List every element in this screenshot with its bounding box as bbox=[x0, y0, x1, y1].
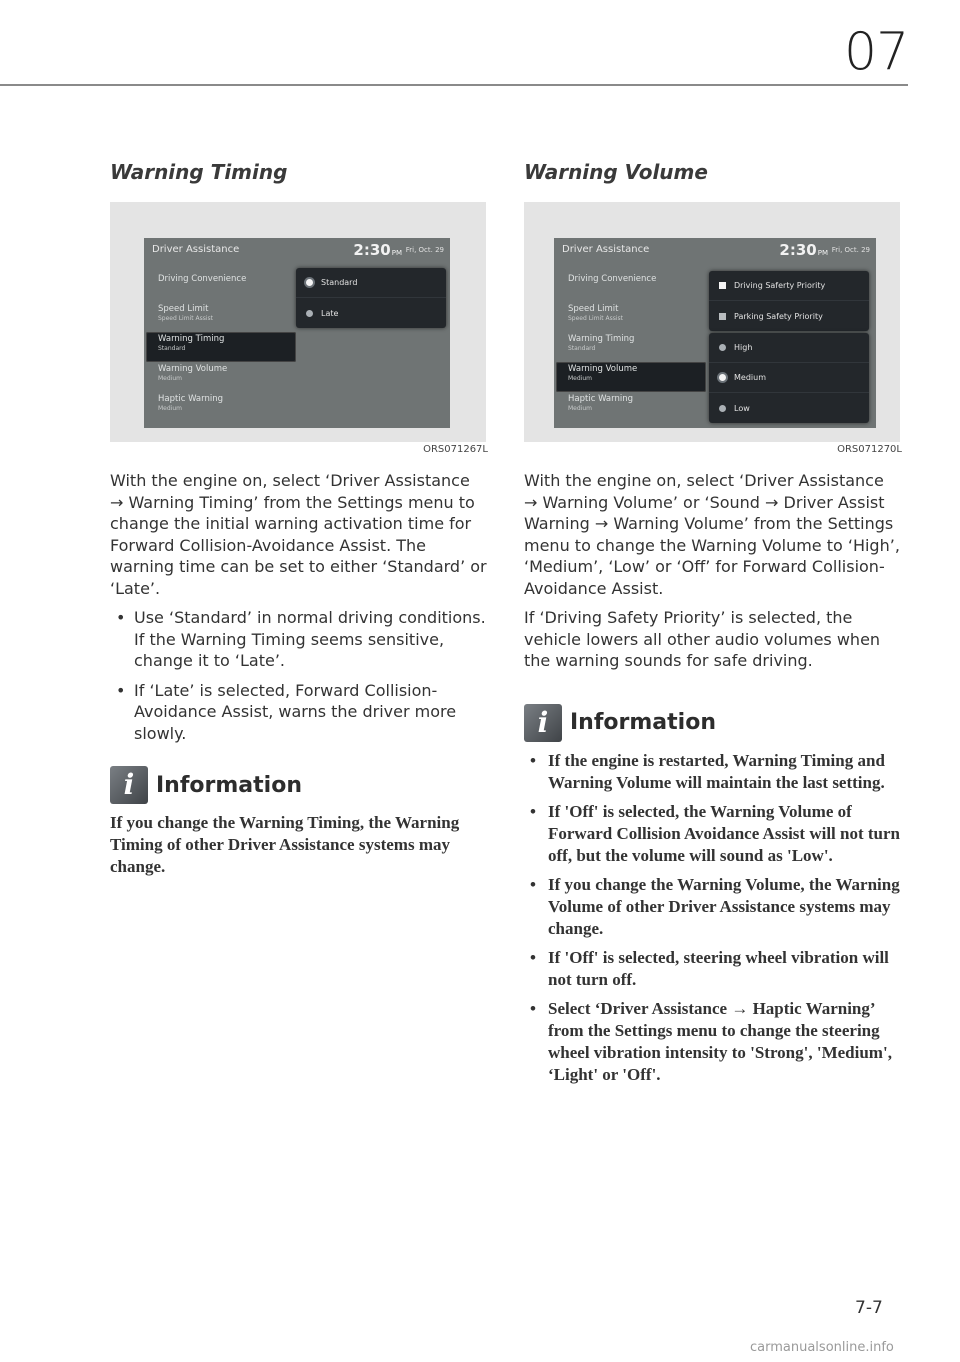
information-text bbox=[524, 750, 902, 1086]
menu-item-driving-convenience[interactable]: Driving Convenience bbox=[568, 274, 657, 284]
check-driving-safety-priority[interactable]: Driving Saferty Priority bbox=[709, 271, 869, 301]
information-header bbox=[110, 766, 488, 804]
paragraph: If ‘Driving Safety Priority’ is selected, the vehicle lowers all other audio volumes when the warning sounds for safe driving. bbox=[524, 608, 881, 670]
screenshot-warning-timing bbox=[110, 202, 486, 442]
menu-item-warning-timing[interactable]: Warning Timing Standard bbox=[568, 334, 635, 352]
checkbox-icon bbox=[719, 313, 726, 320]
screenshot-warning-volume bbox=[524, 202, 900, 442]
screen-menu bbox=[556, 272, 706, 422]
bullet-list bbox=[110, 607, 488, 744]
paragraph: With the engine on, select ‘Driver Assistance → Warning Timing’ from the Settings menu to change the initial warning activation time for Forward Collision-Avoidance Assist. The warning time can be set to either ‘Standard’ or ‘Late’. bbox=[110, 471, 487, 598]
menu-item-warning-volume[interactable]: Warning Volume Medium bbox=[158, 364, 228, 382]
information-title: Information bbox=[156, 772, 302, 798]
information-title: Information bbox=[570, 710, 716, 735]
header-rule bbox=[0, 84, 908, 86]
option-late[interactable]: Late bbox=[296, 298, 446, 328]
timing-options-popup bbox=[296, 268, 446, 328]
menu-item-warning-volume[interactable]: Warning Volume Medium bbox=[556, 362, 706, 392]
list-item: • Select ‘Driver Assistance → Haptic Warning’ from the Settings menu to change the steering wheel vibration intensity to 'Strong', 'Medium', ‘Light' or 'Off'. bbox=[524, 998, 902, 1086]
screen-clock: 2:30PM bbox=[353, 241, 402, 259]
page-number: 7-7 bbox=[855, 1298, 883, 1318]
radio-icon bbox=[306, 310, 313, 317]
information-bullet-list bbox=[524, 750, 902, 1086]
option-high[interactable]: High bbox=[709, 333, 869, 363]
menu-item-driving-convenience[interactable]: Driving Convenience bbox=[158, 274, 247, 284]
list-item: • If the engine is restarted, Warning Timing and Warning Volume will maintain the last setting. bbox=[524, 750, 902, 794]
screen-menu bbox=[146, 272, 296, 422]
list-item: • If you change the Warning Volume, the Warning Volume of other Driver Assistance systems may change. bbox=[524, 874, 902, 940]
priority-options-popup bbox=[709, 271, 869, 331]
info-icon: i bbox=[524, 704, 562, 742]
image-code: ORS071267L bbox=[423, 444, 488, 455]
information-text: If you change the Warning Timing, the Warning Timing of other Driver Assistance systems may change. bbox=[110, 813, 460, 876]
screen-header: Driver Assistance bbox=[152, 244, 240, 255]
information-box bbox=[110, 766, 488, 878]
body-text bbox=[524, 470, 902, 672]
information-box bbox=[524, 704, 902, 1086]
section-warning-timing bbox=[110, 160, 488, 878]
screen-date: Fri, Oct. 29 bbox=[405, 246, 444, 254]
list-item: • Use ‘Standard’ in normal driving conditions. If the Warning Timing seems sensitive, change it to ‘Late’. bbox=[110, 607, 488, 672]
menu-item-haptic-warning[interactable]: Haptic Warning Medium bbox=[568, 394, 634, 412]
list-item: • If ‘Late’ is selected, Forward Collision-Avoidance Assist, warns the driver more slowly. bbox=[110, 680, 488, 745]
menu-item-warning-timing[interactable]: Warning Timing Standard bbox=[146, 332, 296, 362]
menu-item-haptic-warning[interactable]: Haptic Warning Medium bbox=[158, 394, 224, 412]
screen-clock: 2:30PM bbox=[779, 241, 828, 259]
volume-options-popup bbox=[709, 333, 869, 423]
list-item: • If 'Off' is selected, the Warning Volume of Forward Collision Avoidance Assist will not turn off, but the volume will sound as 'Low'. bbox=[524, 801, 902, 867]
body-text bbox=[110, 470, 488, 744]
information-header bbox=[524, 704, 902, 742]
info-icon: i bbox=[110, 766, 148, 804]
section-title: Warning Volume bbox=[524, 160, 708, 184]
radio-selected-icon bbox=[306, 279, 313, 286]
option-low[interactable]: Low bbox=[709, 393, 869, 423]
menu-item-speed-limit[interactable]: Speed Limit Speed Limit Assist bbox=[158, 304, 213, 322]
radio-icon bbox=[719, 405, 726, 412]
image-code: ORS071270L bbox=[837, 444, 902, 455]
screen-date: Fri, Oct. 29 bbox=[831, 246, 870, 254]
list-item: • If 'Off' is selected, steering wheel vibration will not turn off. bbox=[524, 947, 902, 991]
chapter-number: 07 bbox=[844, 22, 909, 82]
check-parking-safety-priority[interactable]: Parking Safety Priority bbox=[709, 301, 869, 331]
checkbox-checked-icon bbox=[719, 282, 726, 289]
option-medium[interactable]: Medium bbox=[709, 363, 869, 393]
section-title: Warning Timing bbox=[110, 160, 288, 184]
section-warning-volume bbox=[524, 160, 902, 1093]
option-standard[interactable]: Standard bbox=[296, 268, 446, 298]
screen-header: Driver Assistance bbox=[562, 244, 650, 255]
radio-selected-icon bbox=[719, 374, 726, 381]
menu-item-speed-limit[interactable]: Speed Limit Speed Limit Assist bbox=[568, 304, 623, 322]
radio-icon bbox=[719, 344, 726, 351]
watermark: carmanualsonline.info bbox=[750, 1340, 894, 1355]
display-screen bbox=[144, 238, 450, 428]
display-screen bbox=[554, 238, 876, 428]
paragraph: With the engine on, select ‘Driver Assistance → Warning Volume’ or ‘Sound → Driver Assist Warning → Warning Volume’ from the Settings menu to change the Warning Volume to ‘High’, ‘Medium’, ‘Low’ or ‘Off’ for Forward Collision-Avoidance Assist. bbox=[524, 471, 900, 598]
